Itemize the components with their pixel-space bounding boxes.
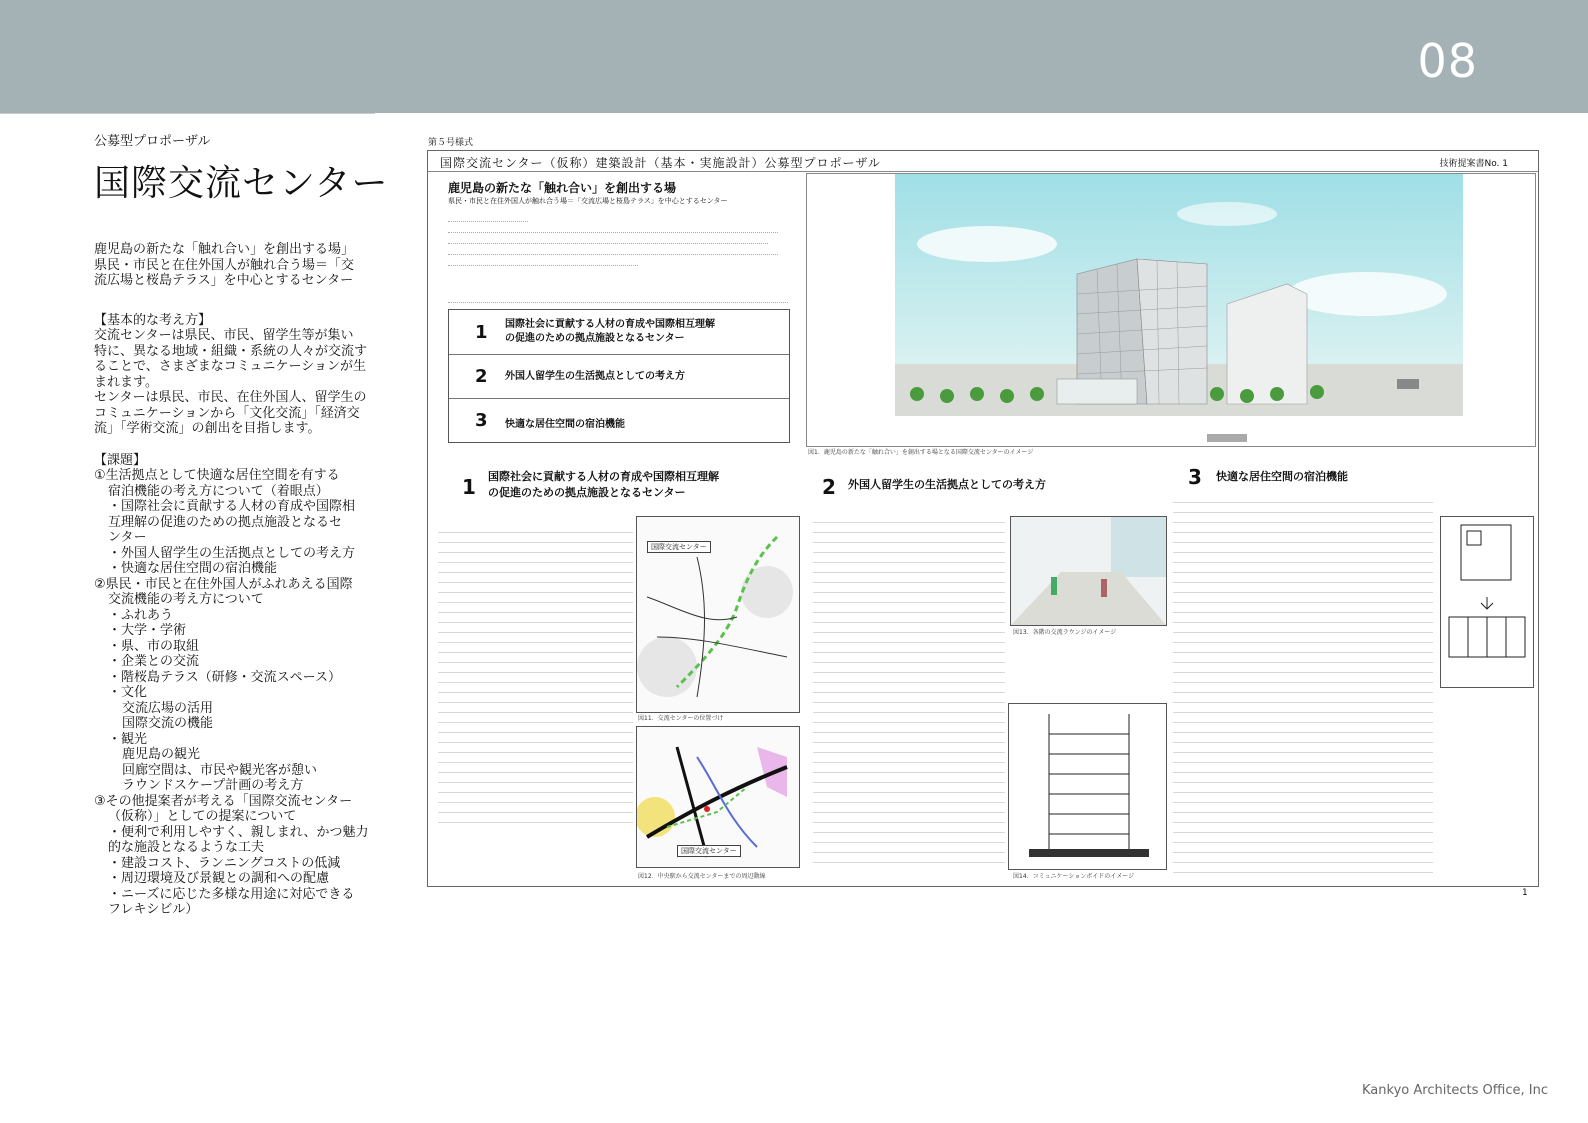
- section-caption: 図14．コミュニケーションボイドのイメージ: [1013, 873, 1135, 880]
- location-map: [636, 516, 800, 713]
- form-label: 第５号様式: [428, 138, 474, 148]
- task-line: ラウンドスケープ計画の考え方: [122, 778, 304, 793]
- task-line: ・周辺環境及び景観との調和への配慮: [108, 871, 330, 886]
- section-label: [488, 469, 719, 501]
- tasks-list: [94, 468, 384, 918]
- task-line: ・便利で利用しやすく、親しまれ、かつ魅力: [108, 824, 369, 840]
- map-label-center: 国際交流センター: [647, 541, 711, 553]
- theme-3: [449, 398, 789, 442]
- task-line: ③その他提案者が考える「国際交流センター: [94, 793, 353, 809]
- task-line: ・ニーズに応じた多様な用途に対応できる: [108, 886, 355, 902]
- task-line: ンター: [108, 530, 147, 545]
- basics-line: 特に、異なる地域・組織・系統の人々が交流す: [94, 343, 368, 359]
- task-line: 的な施設となるような工夫: [108, 840, 265, 855]
- task-line: 国際交流の機能: [122, 716, 214, 731]
- tasks-heading: 【課題】: [94, 452, 147, 468]
- basics-heading: 【基本的な考え方】: [94, 312, 212, 328]
- intro-line: 県民・市民と在住外国人が触れ合う場＝「交: [94, 257, 355, 273]
- task-line: ・文化: [108, 685, 148, 700]
- task-line: 交流機能の考え方について: [108, 592, 264, 607]
- footer-credit: Kankyo Architects Office, Inc: [1362, 1083, 1548, 1098]
- theme-number: 2: [475, 366, 488, 387]
- theme-label: [505, 318, 715, 346]
- lounge-image: [1010, 516, 1167, 626]
- sheet-header: [428, 151, 1538, 172]
- task-line: ・県、市の取組: [108, 638, 200, 654]
- task-line: ・企業との交流: [108, 654, 200, 669]
- left-column: [94, 130, 389, 918]
- basics-line: センターは県民、市民、在住外国人、留学生の: [94, 390, 367, 405]
- task-line: ・建設コスト、ランニングコストの低減: [108, 855, 341, 871]
- sheet-title: 国際交流センター（仮称）建築設計（基本・実施設計）公募型プロポーザル: [440, 156, 881, 170]
- theme-number: 3: [475, 410, 488, 431]
- task-line: ①生活拠点として快適な居住空間を有する: [94, 468, 340, 483]
- basics-line: 交流センターは県民、市民、留学生等が集い: [94, 328, 354, 343]
- basics-line: コミュニケーションから「文化交流」「経済交: [94, 405, 360, 421]
- section-label-line: の促進のための拠点施設となるセンター: [488, 486, 686, 499]
- map2-caption: 図12．中央駅から交流センターまでの周辺動線: [638, 873, 766, 880]
- intro: [94, 242, 384, 289]
- section-label: 快適な居住空間の宿泊機能: [1216, 470, 1348, 483]
- theme-label-line: 国際社会に貢献する人材の育成や国際相互理解: [505, 319, 715, 330]
- page-number: 08: [1417, 34, 1478, 88]
- task-line: ・観光: [108, 731, 148, 747]
- rendering-image: [807, 174, 1535, 446]
- lounge-drawing: [1011, 517, 1166, 625]
- proposal-sheet: [427, 150, 1539, 887]
- map-label-center: 国際交流センター: [677, 845, 741, 857]
- section-number: 2: [822, 475, 836, 499]
- intro-line: 鹿児島の新たな「触れ合い」を創出する場」: [94, 242, 355, 257]
- page-title: 国際交流センター: [94, 163, 389, 204]
- column3-text: [1173, 496, 1433, 881]
- section-number: 3: [1188, 465, 1202, 489]
- task-line: 回廊空間は、市民や観光客が憩い: [122, 762, 318, 778]
- task-line: ・大学・学術: [108, 623, 187, 638]
- tasks: [94, 453, 384, 918]
- task-line: 互理解の促進のための拠点施設となるセ: [108, 514, 343, 530]
- task-line: （仮称）」としての提案について: [108, 809, 297, 824]
- theme-number: 1: [475, 322, 488, 343]
- basics-line: ることで、さまざまなコミュニケーションが生: [94, 359, 366, 374]
- basics: [94, 313, 384, 437]
- task-line: フレキシビル）: [108, 902, 199, 917]
- section-label: 外国人留学生の生活拠点としての考え方: [848, 478, 1046, 491]
- section-number: 1: [462, 475, 476, 499]
- theme-label: 外国人留学生の生活拠点としての考え方: [505, 371, 685, 382]
- theme-2: [449, 354, 789, 399]
- doc-number: 技術提案書No. 1: [1439, 159, 1508, 169]
- column1-text: [438, 526, 633, 826]
- theme-label: 快適な居住空間の宿泊機能: [505, 419, 625, 430]
- task-line: ・国際社会に貢献する人材の育成や国際相: [108, 499, 356, 514]
- task-line: 鹿児島の観光: [122, 747, 201, 762]
- task-line: 交流広場の活用: [122, 700, 214, 716]
- section-label-line: 国際社会に貢献する人材の育成や国際相互理解: [488, 470, 719, 483]
- sheet-sub: 県民・市民と在住外国人が触れ合う場＝「交流広場と桜島テラス」を中心とするセンター: [448, 197, 728, 205]
- task-line: 宿泊機能の考え方について（着眼点）: [108, 483, 329, 499]
- section-drawing: [1008, 703, 1167, 870]
- theme-label-line: の促進のための拠点施設となるセンター: [505, 333, 685, 344]
- task-line: ・外国人留学生の生活拠点としての考え方: [108, 545, 356, 561]
- render-caption: 図1．鹿児島の新たな「触れ合い」を創出する場となる国際交流センターのイメージ: [808, 449, 1034, 456]
- section-drawing-svg: [1009, 704, 1166, 869]
- sheet-page-number: 1: [1522, 888, 1528, 898]
- intro-line: 流広場と桜島テラス」を中心とするセンター: [94, 273, 354, 288]
- kicker: 公募型プロポーザル: [94, 134, 211, 149]
- map1-caption: 図11．交流センターの位置づけ: [638, 715, 724, 722]
- themes-box: [448, 309, 790, 443]
- header-bar: [0, 0, 1588, 113]
- header-divider: [0, 113, 375, 114]
- basics-line: 流」「学術交流」の創出を目指します。: [94, 421, 321, 436]
- building-rendering: [806, 173, 1536, 447]
- fine-print: [448, 211, 788, 266]
- room-plan-svg: [1441, 517, 1533, 687]
- task-line: ・快適な居住空間の宿泊機能: [108, 561, 278, 576]
- basics-line: まれます。: [94, 374, 158, 390]
- task-line: ・階桜島テラス（研修・交流スペース）: [108, 669, 341, 685]
- task-line: ②県民・市民と在住外国人がふれあえる国際: [94, 576, 353, 592]
- route-map: [636, 726, 800, 868]
- room-plan: [1440, 516, 1534, 688]
- theme-1: [449, 310, 789, 355]
- lounge-caption: 図13．各階の交流ラウンジのイメージ: [1013, 629, 1117, 636]
- themes-caption: [448, 296, 788, 303]
- sheet-lead: 鹿児島の新たな「触れ合い」を創出する場: [448, 181, 677, 195]
- column2-text: [813, 516, 1005, 866]
- task-line: ・ふれあう: [108, 607, 174, 623]
